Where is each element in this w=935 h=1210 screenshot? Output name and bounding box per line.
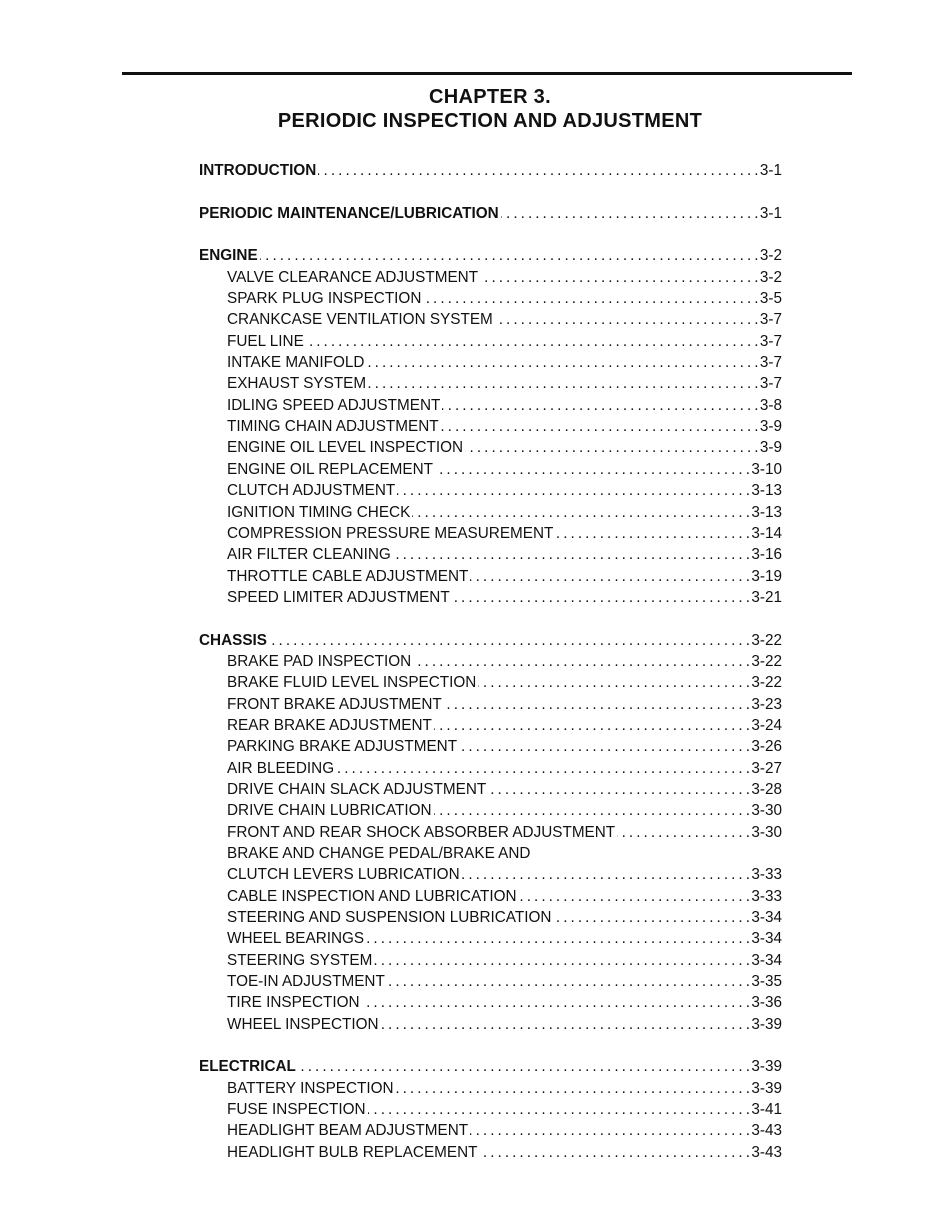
dot-leader: [480, 267, 758, 288]
page-number: 3-9: [759, 418, 782, 436]
dot-leader: [555, 523, 749, 544]
page-number: 3-5: [759, 290, 782, 308]
toc-entry[interactable]: [199, 267, 782, 288]
page-number: 3-33: [751, 866, 782, 884]
dot-leader: [617, 822, 749, 843]
page-number: 3-34: [751, 909, 782, 927]
entry-title: FUSE INSPECTION: [227, 1101, 366, 1119]
dot-leader: [387, 971, 750, 992]
entry-title: DRIVE CHAIN SLACK ADJUSTMENT: [227, 780, 487, 798]
section-title: ENGINE: [199, 247, 258, 265]
toc-entry[interactable]: [199, 1099, 782, 1120]
entry-title: BRAKE AND CHANGE PEDAL/BRAKE AND: [227, 845, 531, 862]
dot-leader: [423, 288, 758, 309]
entry-title: IGNITION TIMING CHECK: [227, 503, 411, 521]
dot-leader: [465, 437, 758, 458]
page-number: 3-9: [759, 439, 782, 457]
entry-title: HEADLIGHT BEAM ADJUSTMENT: [227, 1122, 469, 1140]
toc-entry[interactable]: [199, 544, 782, 565]
toc-section-heading[interactable]: [199, 245, 782, 266]
toc-entry[interactable]: [199, 1120, 782, 1141]
entry-title: CLUTCH LEVERS LUBRICATION: [227, 866, 460, 884]
entry-title: SPARK PLUG INSPECTION: [227, 290, 422, 308]
toc-entry[interactable]: [199, 480, 782, 501]
page-number: 3-39: [751, 1058, 782, 1076]
entry-title: TOE-IN ADJUSTMENT: [227, 973, 385, 991]
page-number: 3-34: [751, 951, 782, 969]
entry-title: INTAKE MANIFOLD: [227, 354, 365, 372]
page-number: 3-7: [759, 354, 782, 372]
page-number: 3-35: [751, 973, 782, 991]
toc-section-heading[interactable]: [199, 160, 782, 181]
toc-entry[interactable]: [199, 502, 782, 523]
toc-entry[interactable]: [199, 928, 782, 949]
entry-title: CABLE INSPECTION AND LUBRICATION: [227, 887, 517, 905]
page-number: 3-21: [751, 588, 782, 606]
entry-title: VALVE CLEARANCE ADJUSTMENT: [227, 268, 479, 286]
page-number: 3-23: [751, 695, 782, 713]
page-number: 3-28: [751, 780, 782, 798]
dot-leader: [381, 1014, 750, 1035]
toc-entry[interactable]: [199, 800, 782, 821]
dot-leader: [479, 1142, 749, 1163]
page-number: 3-22: [751, 652, 782, 670]
dot-leader: [260, 245, 758, 266]
dot-leader: [366, 352, 757, 373]
dot-leader: [362, 992, 750, 1013]
page-number: 3-26: [751, 738, 782, 756]
dot-leader: [452, 587, 750, 608]
entry-title: FRONT AND REAR SHOCK ABSORBER ADJUSTMENT: [227, 823, 616, 841]
entry-title: SPEED LIMITER ADJUSTMENT: [227, 588, 450, 606]
toc-entry[interactable]: [199, 864, 782, 885]
entry-title: TIRE INSPECTION: [227, 994, 360, 1012]
entry-title: AIR BLEEDING: [227, 759, 335, 777]
entry-title: BRAKE PAD INSPECTION: [227, 652, 412, 670]
page-number: 3-7: [759, 311, 782, 329]
entry-title: BRAKE FLUID LEVEL INSPECTION: [227, 674, 477, 692]
section-gap: [199, 224, 782, 245]
top-rule: [122, 72, 852, 75]
toc-entry[interactable]: [199, 459, 782, 480]
dot-leader: [397, 480, 749, 501]
page-number: 3-1: [759, 162, 782, 179]
dot-leader: [393, 544, 750, 565]
toc-entry[interactable]: [199, 715, 782, 736]
dot-leader: [269, 630, 749, 651]
toc-entry[interactable]: [199, 651, 782, 672]
toc-section-heading[interactable]: [199, 1056, 782, 1077]
dot-leader: [470, 566, 749, 587]
page-number: 3-22: [751, 674, 782, 692]
page-number: 3-10: [751, 460, 782, 478]
page-number: 3-2: [759, 247, 782, 265]
dot-leader: [519, 886, 750, 907]
dot-leader: [434, 800, 750, 821]
section-title: CHASSIS: [199, 631, 267, 649]
toc-entry[interactable]: [199, 1142, 782, 1163]
toc-entry[interactable]: [199, 971, 782, 992]
entry-title: CRANKCASE VENTILATION SYSTEM: [227, 311, 493, 329]
dot-leader: [488, 779, 749, 800]
entry-title: ENGINE OIL LEVEL INSPECTION: [227, 439, 464, 457]
page-number: 3-43: [751, 1143, 782, 1161]
page-number: 3-2: [759, 268, 782, 286]
dot-leader: [396, 1078, 750, 1099]
entry-title: CLUTCH ADJUSTMENT: [227, 482, 396, 500]
entry-title: BATTERY INSPECTION: [227, 1079, 394, 1097]
table-of-contents: [199, 160, 782, 1163]
toc-entry[interactable]: [199, 437, 782, 458]
toc-entry[interactable]: [199, 309, 782, 330]
toc-entry[interactable]: [199, 758, 782, 779]
toc-entry[interactable]: [199, 523, 782, 544]
dot-leader: [495, 309, 758, 330]
dot-leader: [413, 651, 749, 672]
entry-title: TIMING CHAIN ADJUSTMENT: [227, 418, 439, 436]
entry-title: WHEEL BEARINGS: [227, 930, 365, 948]
dot-leader: [318, 160, 758, 181]
dot-leader: [553, 907, 749, 928]
toc-entry[interactable]: [199, 395, 782, 416]
toc-entry[interactable]: [199, 843, 782, 864]
entry-title: THROTTLE CABLE ADJUSTMENT: [227, 567, 469, 585]
entry-title: AIR FILTER CLEANING: [227, 546, 391, 564]
section-gap: [199, 181, 782, 202]
entry-title: STEERING SYSTEM: [227, 951, 373, 969]
toc-entry[interactable]: [199, 992, 782, 1013]
page-number: 3-39: [751, 1079, 782, 1097]
toc-entry[interactable]: [199, 672, 782, 693]
dot-leader: [441, 416, 758, 437]
toc-entry[interactable]: [199, 352, 782, 373]
dot-leader: [412, 502, 749, 523]
toc-entry[interactable]: [199, 1014, 782, 1035]
toc-entry[interactable]: [199, 587, 782, 608]
dot-leader: [478, 672, 749, 693]
toc-entry[interactable]: [199, 416, 782, 437]
page-number: 3-8: [759, 396, 782, 414]
dot-leader: [470, 1120, 749, 1141]
dot-leader: [435, 459, 749, 480]
page-number: 3-43: [751, 1122, 782, 1140]
dot-leader: [366, 928, 749, 949]
page-number: 3-7: [759, 375, 782, 393]
toc-entry[interactable]: [199, 907, 782, 928]
dot-leader: [462, 864, 750, 885]
entry-title: FRONT BRAKE ADJUSTMENT: [227, 695, 442, 713]
page-number: 3-16: [751, 546, 782, 564]
dot-leader: [444, 694, 750, 715]
toc-entry[interactable]: [199, 950, 782, 971]
entry-title: REAR BRAKE ADJUSTMENT: [227, 716, 432, 734]
toc-entry[interactable]: [199, 1078, 782, 1099]
entry-title: FUEL LINE: [227, 332, 304, 350]
page-number: 3-13: [751, 503, 782, 521]
chapter-number: CHAPTER 3.: [429, 86, 551, 108]
toc-section-heading[interactable]: [199, 630, 782, 651]
dot-leader: [306, 331, 758, 352]
entry-title: EXHAUST SYSTEM: [227, 375, 367, 393]
entry-title: PARKING BRAKE ADJUSTMENT: [227, 738, 458, 756]
section-title: ELECTRICAL: [199, 1058, 296, 1076]
page-number: 3-13: [751, 482, 782, 500]
toc-section-heading[interactable]: [199, 203, 782, 224]
toc-entry[interactable]: [199, 288, 782, 309]
toc-entry[interactable]: [199, 822, 782, 843]
section-title: PERIODIC MAINTENANCE/LUBRICATION: [199, 204, 499, 222]
page-number: 3-30: [751, 802, 782, 820]
section-gap: [199, 608, 782, 629]
toc-entry[interactable]: [199, 694, 782, 715]
page-number: 3-14: [751, 524, 782, 542]
section-title: INTRODUCTION: [199, 162, 317, 179]
dot-leader: [434, 715, 750, 736]
dot-leader: [368, 373, 758, 394]
toc-entry[interactable]: [199, 331, 782, 352]
toc-entry[interactable]: [199, 373, 782, 394]
page-number: 3-1: [759, 204, 782, 222]
dot-leader: [374, 950, 749, 971]
entry-title: IDLING SPEED ADJUSTMENT: [227, 396, 441, 414]
dot-leader: [368, 1099, 750, 1120]
page-number: 3-19: [751, 567, 782, 585]
dot-leader: [459, 736, 749, 757]
dot-leader: [298, 1056, 749, 1077]
entry-title: WHEEL INSPECTION: [227, 1015, 379, 1033]
dot-leader: [501, 203, 758, 224]
entry-title: ENGINE OIL REPLACEMENT: [227, 460, 433, 478]
dot-leader: [336, 758, 749, 779]
chapter-title: PERIODIC INSPECTION AND ADJUSTMENT: [277, 110, 703, 132]
dot-leader: [442, 395, 758, 416]
page-number: 3-41: [751, 1101, 782, 1119]
page-number: 3-7: [759, 332, 782, 350]
section-gap: [199, 1035, 782, 1056]
page-number: 3-22: [751, 631, 782, 649]
toc-entry[interactable]: [199, 779, 782, 800]
toc-entry[interactable]: [199, 886, 782, 907]
entry-title: STEERING AND SUSPENSION LUBRICATION: [227, 909, 552, 927]
entry-title: HEADLIGHT BULB REPLACEMENT: [227, 1143, 478, 1161]
entry-title: COMPRESSION PRESSURE MEASUREMENT: [227, 524, 554, 542]
page-number: 3-24: [751, 716, 782, 734]
entry-title: DRIVE CHAIN LUBRICATION: [227, 802, 432, 820]
toc-entry[interactable]: [199, 736, 782, 757]
page-number: 3-34: [751, 930, 782, 948]
toc-entry[interactable]: [199, 566, 782, 587]
page-number: 3-33: [751, 887, 782, 905]
page-number: 3-27: [751, 759, 782, 777]
page-number: 3-36: [751, 994, 782, 1012]
page-number: 3-30: [751, 823, 782, 841]
page-number: 3-39: [751, 1015, 782, 1033]
